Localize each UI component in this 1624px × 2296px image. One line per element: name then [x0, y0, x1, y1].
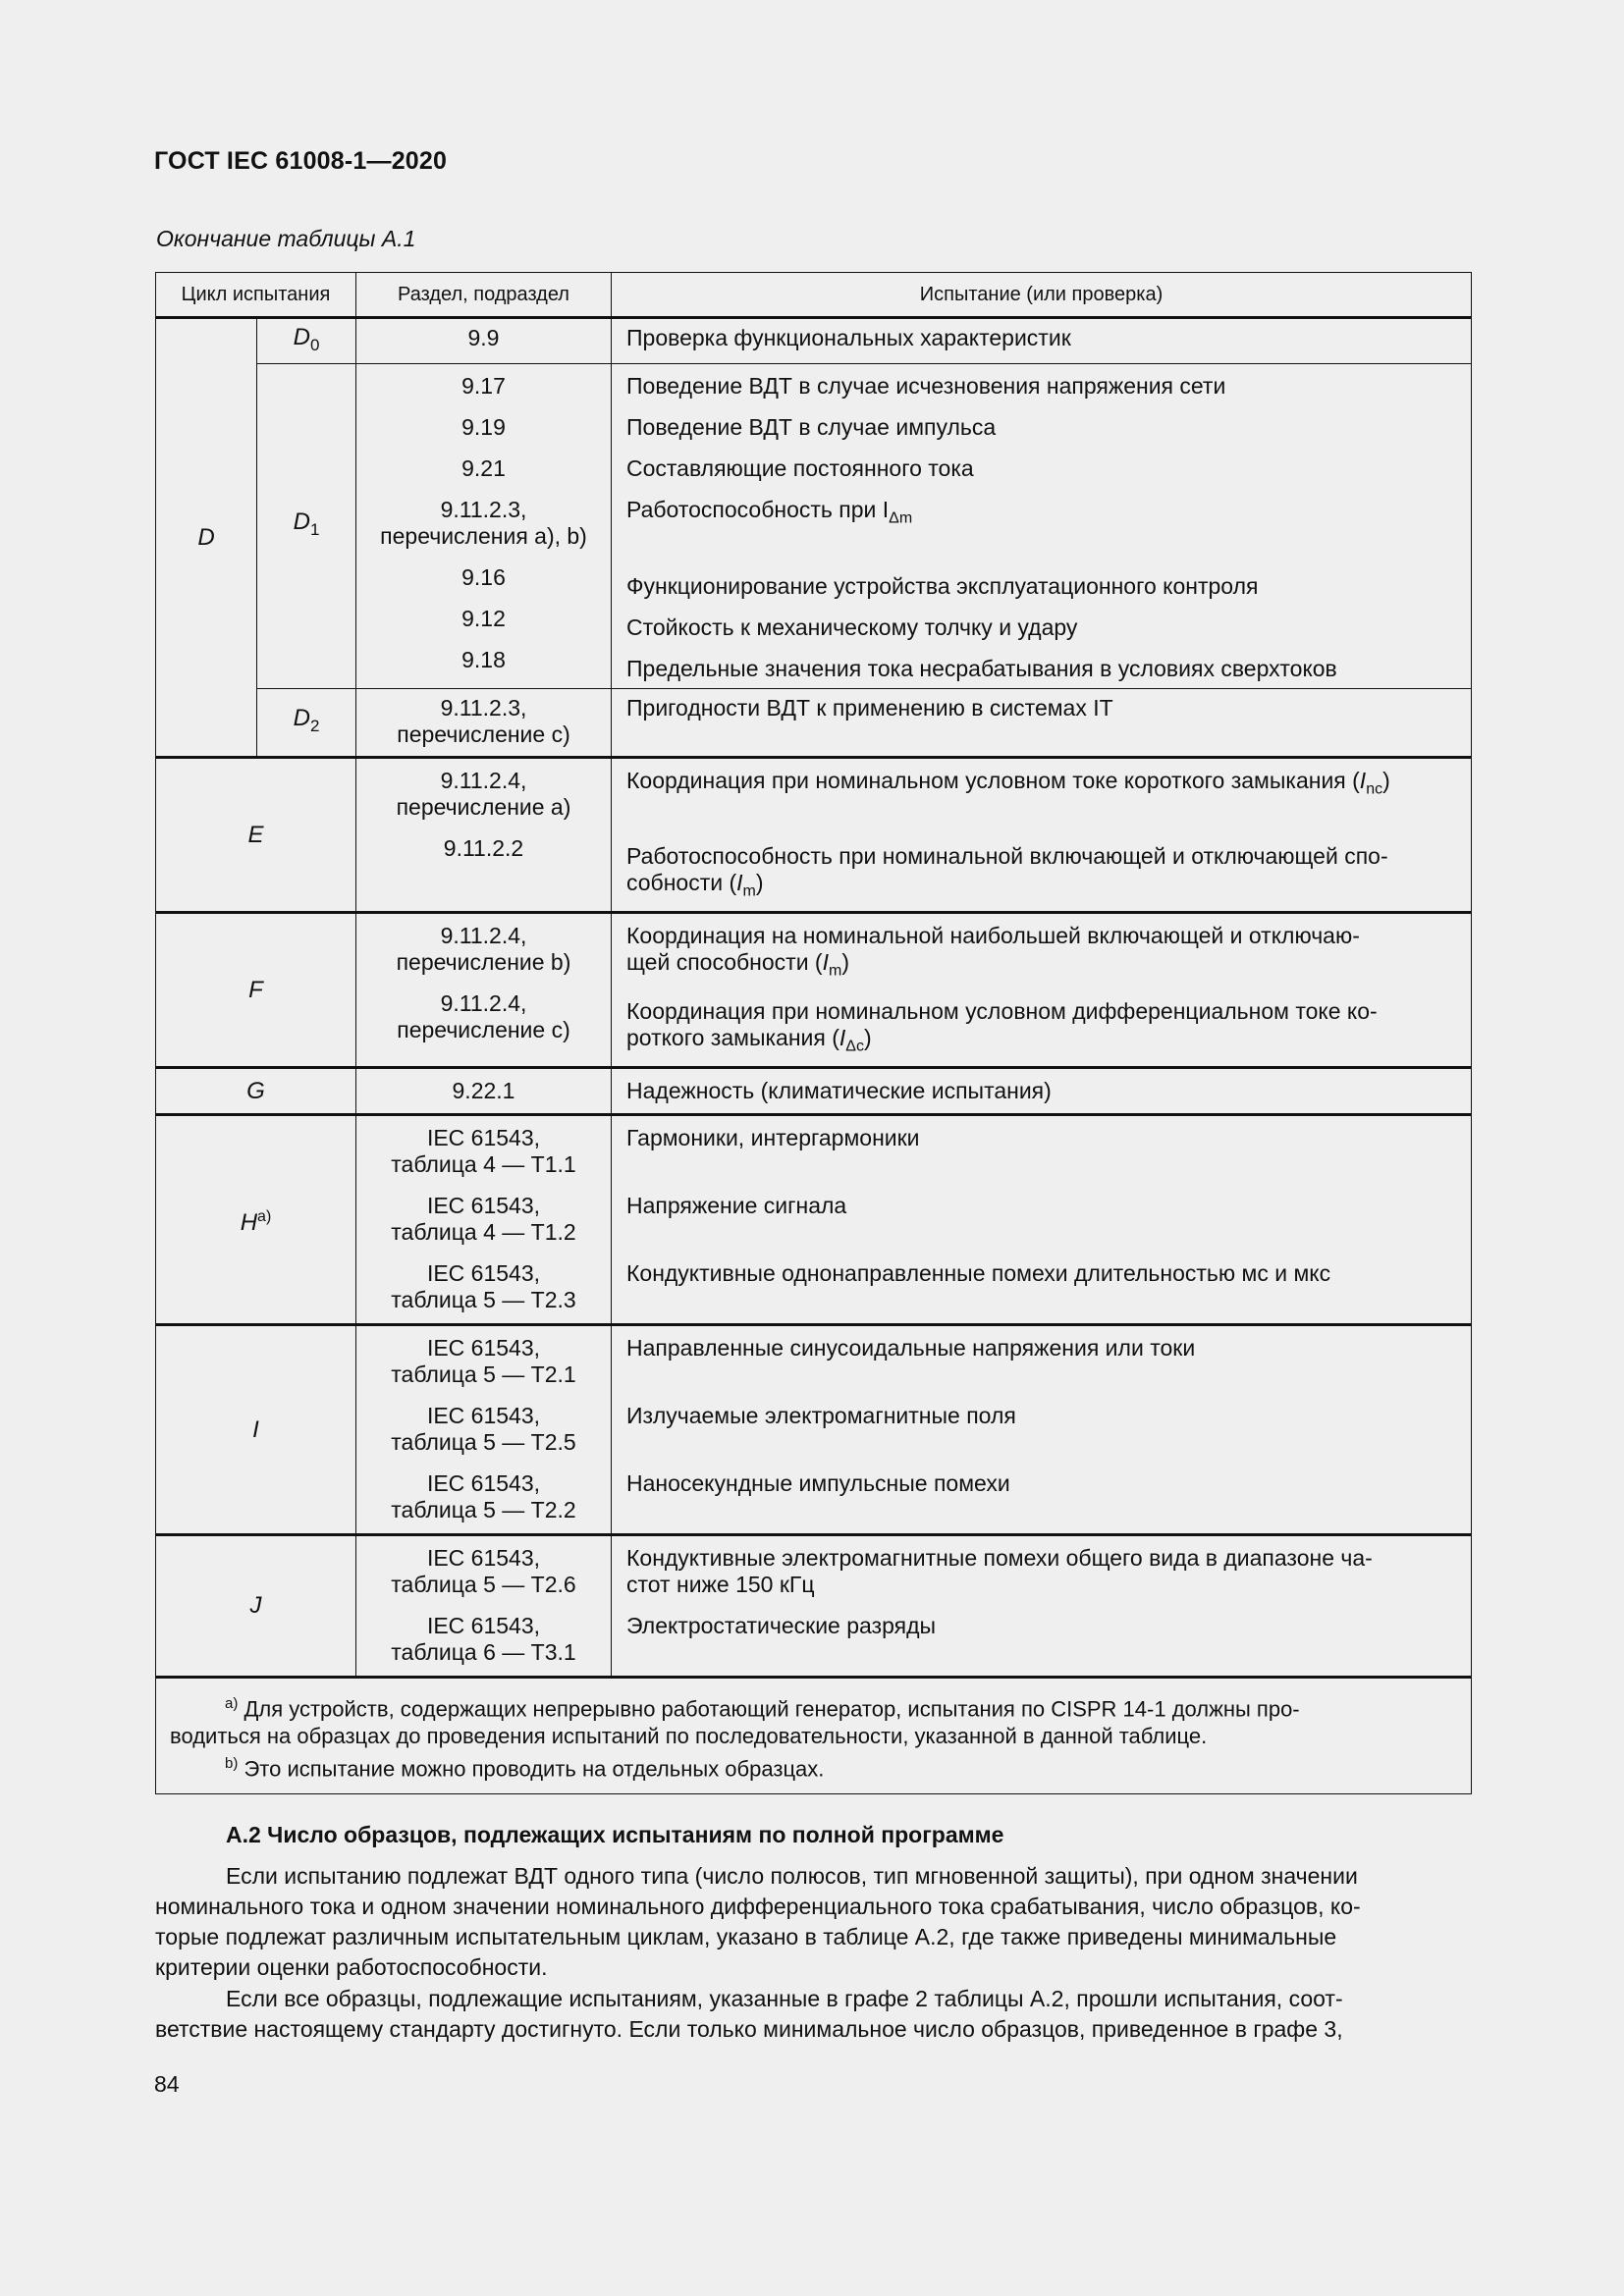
test-f-0b-close: ): [841, 948, 849, 975]
cycle-e: E: [156, 757, 356, 912]
section-h-3: таблица 4 — T1.2: [391, 1218, 576, 1245]
section-i-0: IEC 61543,: [426, 1334, 541, 1361]
subcycle-d1: [257, 364, 356, 689]
cycle-i: I: [156, 1324, 356, 1534]
section-h-5: таблица 5 — T2.3: [391, 1286, 576, 1312]
para1-line1: Если испытанию подлежат ВДТ одного типа (число полюсов, тип мгновенной защиты), при одном значении: [226, 1863, 1358, 1889]
subcycle-d2-label: D: [293, 705, 310, 732]
test-j-1: Электростатические разряды: [626, 1612, 937, 1638]
tests-i: [612, 1324, 1472, 1534]
test-d1-2: Составляющие постоянного тока: [626, 455, 974, 481]
sections-h: [356, 1114, 612, 1324]
test-f-1b-text: роткого замыкания (: [626, 1025, 839, 1051]
subcycle-d0: [257, 318, 356, 364]
test-j-0b: стот ниже 150 кГц: [626, 1571, 815, 1597]
section-d1-5: 9.12: [461, 606, 506, 631]
table-row-d2: [156, 688, 1472, 757]
test-d1-3: [626, 497, 1457, 532]
cycle-f: F: [156, 912, 356, 1067]
test-e-0-text: Координация при номинальном условном токе короткого замыкания (: [626, 767, 1360, 793]
test-d2-0: Пригодности ВДТ к применению в системах IT: [626, 694, 1113, 721]
table-row-h: [156, 1114, 1472, 1324]
test-f-0b-text: щей способности (: [626, 948, 823, 975]
test-d0: [612, 318, 1472, 364]
test-d0-value: Проверка функциональных характеристик: [626, 325, 1071, 350]
footnote-a-line2: водиться на образцах до проведения испытаний по последовательности, указанной в данной таблице.: [170, 1724, 1208, 1749]
test-e-0: [626, 768, 1457, 803]
footnote-a-mark: a): [225, 1694, 239, 1712]
section-d1-6: 9.18: [461, 647, 506, 672]
test-f-0b: [626, 949, 1457, 985]
para2-line2: ветствие настоящему стандарту достигнуто. Если только минимальное число образцов, приведенное в графе 3,: [155, 2016, 1343, 2042]
test-e-0-close: ): [1382, 767, 1390, 793]
footnote-a-line1: [170, 1690, 1461, 1723]
section-d2-0: 9.11.2.3,: [440, 694, 527, 721]
test-f-0b-sub: m: [828, 962, 842, 980]
test-e-1b-sub: m: [742, 882, 756, 900]
subcycle-d2-index: 2: [309, 716, 320, 735]
test-i-2: Наносекундные импульсные помехи: [626, 1469, 1010, 1496]
test-f-1b-sym: I: [839, 1025, 846, 1051]
table-footnotes: [156, 1677, 1472, 1793]
test-h-1: Напряжение сигнала: [626, 1192, 847, 1218]
sections-d2: [356, 688, 612, 757]
test-e-1b-text: собности (: [626, 870, 737, 896]
section-g: 9.22.1: [356, 1067, 612, 1114]
test-f-1a: Координация при номинальном условном дифференциальном токе ко-: [626, 998, 1378, 1025]
table-row-d0: [156, 318, 1472, 364]
section-i-5: таблица 5 — T2.2: [391, 1496, 576, 1522]
section-f-3: перечисление с): [397, 1016, 570, 1042]
test-e-0-sub: nc: [1366, 780, 1383, 798]
section-d1-1: 9.19: [461, 414, 506, 440]
test-d1-3-sub: Δm: [889, 509, 913, 527]
test-j-0a: Кондуктивные электромагнитные помехи общего вида в диапазоне ча-: [626, 1544, 1373, 1571]
test-d1-0: Поведение ВДТ в случае исчезновения напряжения сети: [626, 373, 1226, 399]
table-row-j: [156, 1534, 1472, 1677]
test-e-1b-close: ): [755, 870, 764, 896]
section-d1-3a: 9.11.2.3,: [440, 497, 527, 522]
header-cycle: Цикл испытания: [156, 273, 356, 318]
subcycle-d0-index: 0: [309, 335, 320, 354]
test-h-0: Гармоники, интергармоники: [626, 1124, 920, 1150]
section-h-0: IEC 61543,: [426, 1124, 541, 1150]
test-f-0b-sym: I: [822, 948, 829, 975]
section-j-0: IEC 61543,: [426, 1544, 541, 1571]
test-f-0a: Координация на номинальной наибольшей включающей и отключаю-: [626, 922, 1360, 948]
section-h-1: таблица 4 — T1.1: [391, 1150, 576, 1177]
tests-f: [612, 912, 1472, 1067]
test-e-1b-sym: I: [736, 870, 743, 896]
section-f-1: перечисление b): [396, 948, 571, 975]
cycle-d-label: D: [197, 523, 215, 551]
cycle-h-label: H: [240, 1208, 258, 1236]
section-d1-4: 9.16: [461, 564, 506, 590]
test-g: Надежность (климатические испытания): [612, 1067, 1472, 1114]
section-d1-2: 9.21: [461, 455, 506, 481]
section-f-0: 9.11.2.4,: [440, 922, 527, 948]
test-d1-1: Поведение ВДТ в случае импульса: [626, 414, 997, 440]
sections-d1: [356, 364, 612, 689]
test-h-2: Кондуктивные однонаправленные помехи длительностью мс и мкс: [626, 1259, 1331, 1286]
table-header-row: [156, 273, 1472, 318]
tests-d2: [612, 688, 1472, 757]
table-row-e: [156, 757, 1472, 912]
section-a2-paragraph-2: [155, 1984, 1471, 2045]
section-a2-title: А.2 Число образцов, подлежащих испытаниям по полной программе: [226, 1822, 1004, 1847]
table-row-d1: [156, 364, 1472, 689]
table-caption: Окончание таблицы А.1: [156, 226, 416, 251]
test-cycles-table: [155, 272, 1472, 1794]
cycle-h-note: a): [257, 1207, 272, 1225]
para1-line3: торые подлежат различным испытательным циклам, указано в таблице А.2, где также приведены минимальные: [155, 1924, 1337, 1949]
section-e-0: 9.11.2.4,: [440, 767, 527, 793]
section-f-2: 9.11.2.4,: [440, 989, 527, 1016]
tests-h: [612, 1114, 1472, 1324]
test-d1-6: Предельные значения тока несрабатывания в условиях сверхтоков: [626, 655, 1337, 681]
section-a2-paragraph-1: [155, 1861, 1471, 1983]
test-f-1b: [626, 1025, 1457, 1060]
page-number: 84: [154, 2071, 180, 2097]
cycle-h: [156, 1114, 356, 1324]
cycle-g: G: [156, 1067, 356, 1114]
section-d1-0: 9.17: [461, 373, 506, 399]
table-footnotes-row: [156, 1677, 1472, 1793]
table-row-g: [156, 1067, 1472, 1114]
section-j-2: IEC 61543,: [426, 1612, 541, 1638]
sections-i: [356, 1324, 612, 1534]
para1-line2: номинального тока и одном значении номинального дифференциального тока срабатывания, число образцов, ко-: [155, 1894, 1361, 1919]
test-d1-4: Функционирование устройства эксплуатационного контроля: [626, 572, 1259, 599]
table-row-i: [156, 1324, 1472, 1534]
sections-f: [356, 912, 612, 1067]
test-e-1b: [626, 870, 1457, 905]
subcycle-d2: [257, 688, 356, 757]
subcycle-d1-label: D: [293, 508, 310, 536]
cycle-j: J: [156, 1534, 356, 1677]
test-e-1a: Работоспособность при номинальной включающей и отключающей спо-: [626, 843, 1388, 870]
footnote-a-text1: Для устройств, содержащих непрерывно работающий генератор, испытания по CISPR 14-1 должны про-: [238, 1696, 1300, 1722]
section-i-4: IEC 61543,: [426, 1469, 541, 1496]
section-d0: [356, 318, 612, 364]
test-i-0: Направленные синусоидальные напряжения или токи: [626, 1334, 1196, 1361]
test-f-1b-sub: Δc: [845, 1038, 864, 1055]
section-h-2: IEC 61543,: [426, 1192, 541, 1218]
header-section: Раздел, подраздел: [356, 273, 612, 318]
section-e-1: перечисление а): [396, 793, 571, 820]
test-e-0-sym: I: [1359, 767, 1367, 793]
footnote-b-mark: b): [225, 1755, 239, 1773]
cycle-d: [156, 318, 257, 758]
para1-line4: критерии оценки работоспособности.: [155, 1954, 548, 1980]
footnote-b: [170, 1750, 1461, 1783]
section-d0-value: 9.9: [467, 325, 500, 350]
section-d1-3b: перечисления а), b): [380, 523, 587, 549]
test-d1-3-text: Работоспособность при I: [626, 497, 890, 522]
section-j-3: таблица 6 — T3.1: [391, 1638, 576, 1665]
section-e-2: 9.11.2.2: [443, 834, 524, 861]
sections-j: [356, 1534, 612, 1677]
test-f-1b-close: ): [863, 1025, 872, 1051]
test-i-1: Излучаемые электромагнитные поля: [626, 1402, 1016, 1428]
para2-line1: Если все образцы, подлежащие испытаниям, указанные в графе 2 таблицы А.2, прошли испытания, соот-: [226, 1986, 1343, 2011]
table-row-f: [156, 912, 1472, 1067]
tests-d1: [612, 364, 1472, 689]
section-h-4: IEC 61543,: [426, 1259, 541, 1286]
document-title: ГОСТ IEC 61008-1—2020: [154, 147, 448, 175]
subcycle-d0-label: D: [293, 324, 310, 351]
tests-e: [612, 757, 1472, 912]
section-d2-1: перечисление с): [397, 721, 570, 747]
tests-j: [612, 1534, 1472, 1677]
footnote-b-text: Это испытание можно проводить на отдельных образцах.: [238, 1756, 825, 1782]
subcycle-d1-index: 1: [309, 520, 320, 540]
section-i-2: IEC 61543,: [426, 1402, 541, 1428]
section-i-1: таблица 5 — T2.1: [391, 1361, 576, 1387]
test-d1-5: Стойкость к механическому толчку и удару: [626, 614, 1078, 640]
sections-e: [356, 757, 612, 912]
section-i-3: таблица 5 — T2.5: [391, 1428, 576, 1455]
header-test: Испытание (или проверка): [612, 273, 1472, 318]
section-j-1: таблица 5 — T2.6: [391, 1571, 576, 1597]
